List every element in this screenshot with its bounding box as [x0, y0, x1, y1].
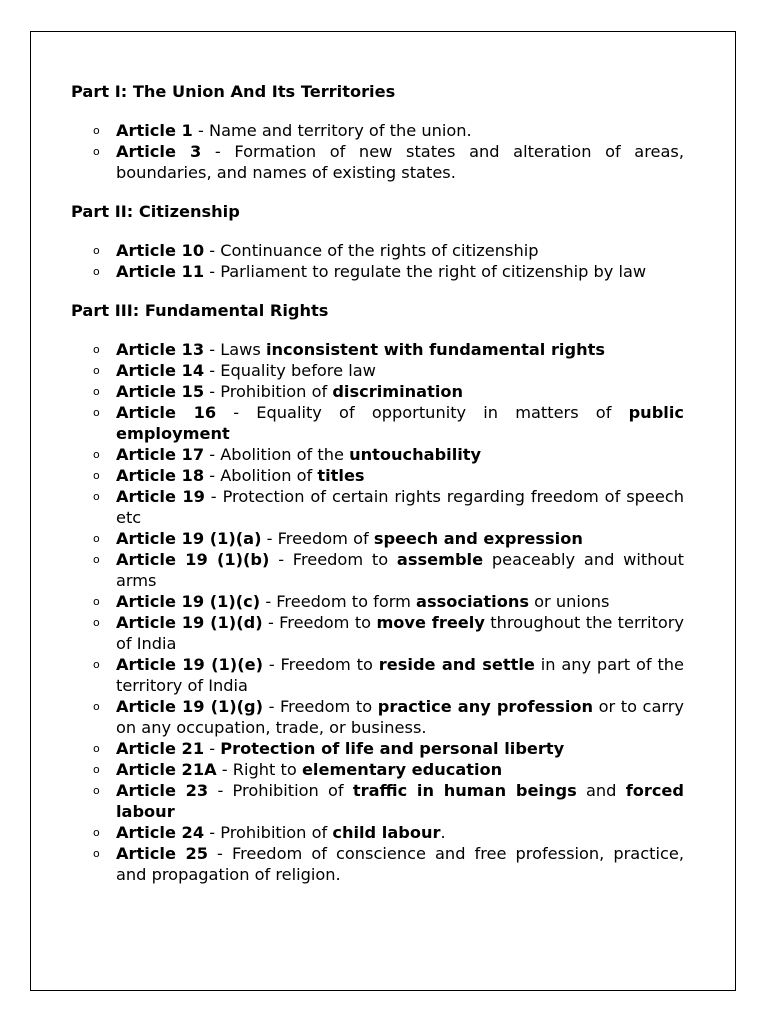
- bold-text: Article 23: [116, 781, 209, 800]
- body-text: in any part of the territory of India: [116, 655, 685, 695]
- body-text: - Freedom of conscience and free profession, practice, and propagation of religion.: [116, 844, 684, 884]
- circle-bullet-icon: o: [93, 364, 100, 377]
- article-item: [71, 738, 684, 759]
- body-text: or unions: [528, 592, 610, 611]
- document-content: [71, 81, 684, 903]
- bold-text: Article 19 (1)(a): [116, 529, 262, 548]
- bold-text: Article 10: [116, 241, 205, 260]
- article-item: [71, 444, 684, 465]
- body-text: - Freedom to: [269, 550, 397, 569]
- bold-text: Article 13: [116, 340, 205, 359]
- body-text: throughout the territory of India: [116, 613, 684, 653]
- body-text: - Freedom to: [263, 697, 378, 716]
- body-text: - Right to: [216, 760, 302, 779]
- article-item: [71, 696, 684, 738]
- article-item: [71, 240, 684, 261]
- article-item: [71, 402, 684, 444]
- circle-bullet-icon: o: [93, 448, 100, 461]
- body-text: - Equality before law: [204, 361, 376, 380]
- article-item: [71, 822, 684, 843]
- body-text: and: [576, 781, 626, 800]
- article-item: [71, 486, 684, 528]
- circle-bullet-icon: o: [93, 406, 100, 419]
- circle-bullet-icon: o: [93, 145, 100, 158]
- article-item: [71, 360, 684, 381]
- bold-text: Article 19 (1)(c): [116, 592, 261, 611]
- circle-bullet-icon: o: [93, 553, 100, 566]
- circle-bullet-icon: o: [93, 385, 100, 398]
- article-item: [71, 780, 684, 822]
- bold-text: Article 16: [116, 403, 217, 422]
- article-item: [71, 120, 684, 141]
- bold-text: Article 15: [116, 382, 205, 401]
- bold-text: Protection of life and personal liberty: [220, 739, 565, 758]
- body-text: - Name and territory of the union.: [192, 121, 472, 140]
- bold-text: assemble: [396, 550, 484, 569]
- article-item: [71, 759, 684, 780]
- part-heading: Part III: Fundamental Rights: [71, 301, 329, 320]
- article-list: [71, 339, 684, 885]
- body-text: - Prohibition of: [204, 382, 333, 401]
- bold-text: elementary education: [301, 760, 503, 779]
- bold-text: Article 14: [116, 361, 205, 380]
- circle-bullet-icon: o: [93, 784, 100, 797]
- article-item: [71, 612, 684, 654]
- circle-bullet-icon: o: [93, 826, 100, 839]
- body-text: - Laws: [204, 340, 266, 359]
- body-text: - Freedom to: [262, 655, 379, 674]
- bold-text: move freely: [376, 613, 485, 632]
- circle-bullet-icon: o: [93, 742, 100, 755]
- article-item: [71, 261, 684, 282]
- article-list: [71, 120, 684, 183]
- article-item: [71, 591, 684, 612]
- circle-bullet-icon: o: [93, 847, 100, 860]
- bold-text: untouchability: [349, 445, 482, 464]
- body-text: - Protection of certain rights regarding freedom of speech etc: [116, 487, 684, 527]
- bold-text: Article 19: [116, 487, 205, 506]
- article-item: [71, 528, 684, 549]
- body-text: - Formation of new states and alteration of areas, boundaries, and names of existing states.: [116, 142, 684, 182]
- body-text: - Freedom to: [262, 613, 377, 632]
- article-item: [71, 654, 684, 696]
- article-item: [71, 465, 684, 486]
- circle-bullet-icon: o: [93, 343, 100, 356]
- bold-text: Article 21: [116, 739, 205, 758]
- article-item: [71, 141, 684, 183]
- document-page: [30, 31, 736, 991]
- body-text: peaceably and without arms: [116, 550, 684, 590]
- bold-text: associations: [416, 592, 529, 611]
- body-text: .: [440, 823, 446, 842]
- bold-text: Article 11: [116, 262, 205, 281]
- bold-text: practice any profession: [377, 697, 594, 716]
- bold-text: traffic in human beings: [352, 781, 577, 800]
- circle-bullet-icon: o: [93, 658, 100, 671]
- article-item: [71, 381, 684, 402]
- bold-text: Article 17: [116, 445, 205, 464]
- bold-text: Article 19 (1)(b): [116, 550, 270, 569]
- body-text: - Equality of opportunity in matters of: [216, 403, 629, 422]
- body-text: - Abolition of: [204, 466, 318, 485]
- circle-bullet-icon: o: [93, 532, 100, 545]
- bold-text: discrimination: [332, 382, 464, 401]
- part-heading: Part II: Citizenship: [71, 202, 240, 221]
- article-item: [71, 843, 684, 885]
- article-list: [71, 240, 684, 282]
- circle-bullet-icon: o: [93, 763, 100, 776]
- part-heading: Part I: The Union And Its Territories: [71, 82, 396, 101]
- bold-text: speech and expression: [373, 529, 583, 548]
- circle-bullet-icon: o: [93, 244, 100, 257]
- article-item: [71, 549, 684, 591]
- bold-text: titles: [317, 466, 365, 485]
- bold-text: Article 3: [116, 142, 202, 161]
- body-text: - Abolition of the: [204, 445, 350, 464]
- circle-bullet-icon: o: [93, 124, 100, 137]
- body-text: -: [204, 739, 221, 758]
- bold-text: Article 19 (1)(d): [116, 613, 263, 632]
- body-text: or to carry on any occupation, trade, or business.: [116, 697, 684, 737]
- bold-text: forced labour: [116, 781, 684, 821]
- circle-bullet-icon: o: [93, 616, 100, 629]
- bold-text: inconsistent with fundamental rights: [265, 340, 605, 359]
- circle-bullet-icon: o: [93, 490, 100, 503]
- body-text: - Prohibition of: [204, 823, 333, 842]
- bold-text: child labour: [332, 823, 441, 842]
- body-text: - Prohibition of: [208, 781, 353, 800]
- bold-text: Article 19 (1)(g): [116, 697, 264, 716]
- bold-text: Article 19 (1)(e): [116, 655, 263, 674]
- bold-text: reside and settle: [378, 655, 535, 674]
- bold-text: Article 24: [116, 823, 205, 842]
- bold-text: Article 1: [116, 121, 193, 140]
- body-text: - Continuance of the rights of citizenship: [204, 241, 539, 260]
- bold-text: Article 21A: [116, 760, 217, 779]
- circle-bullet-icon: o: [93, 469, 100, 482]
- circle-bullet-icon: o: [93, 700, 100, 713]
- article-item: [71, 339, 684, 360]
- bold-text: Article 25: [116, 844, 208, 863]
- circle-bullet-icon: o: [93, 595, 100, 608]
- body-text: - Parliament to regulate the right of citizenship by law: [204, 262, 647, 281]
- body-text: - Freedom of: [261, 529, 374, 548]
- body-text: - Freedom to form: [260, 592, 417, 611]
- circle-bullet-icon: o: [93, 265, 100, 278]
- bold-text: public employment: [116, 403, 684, 443]
- bold-text: Article 18: [116, 466, 205, 485]
